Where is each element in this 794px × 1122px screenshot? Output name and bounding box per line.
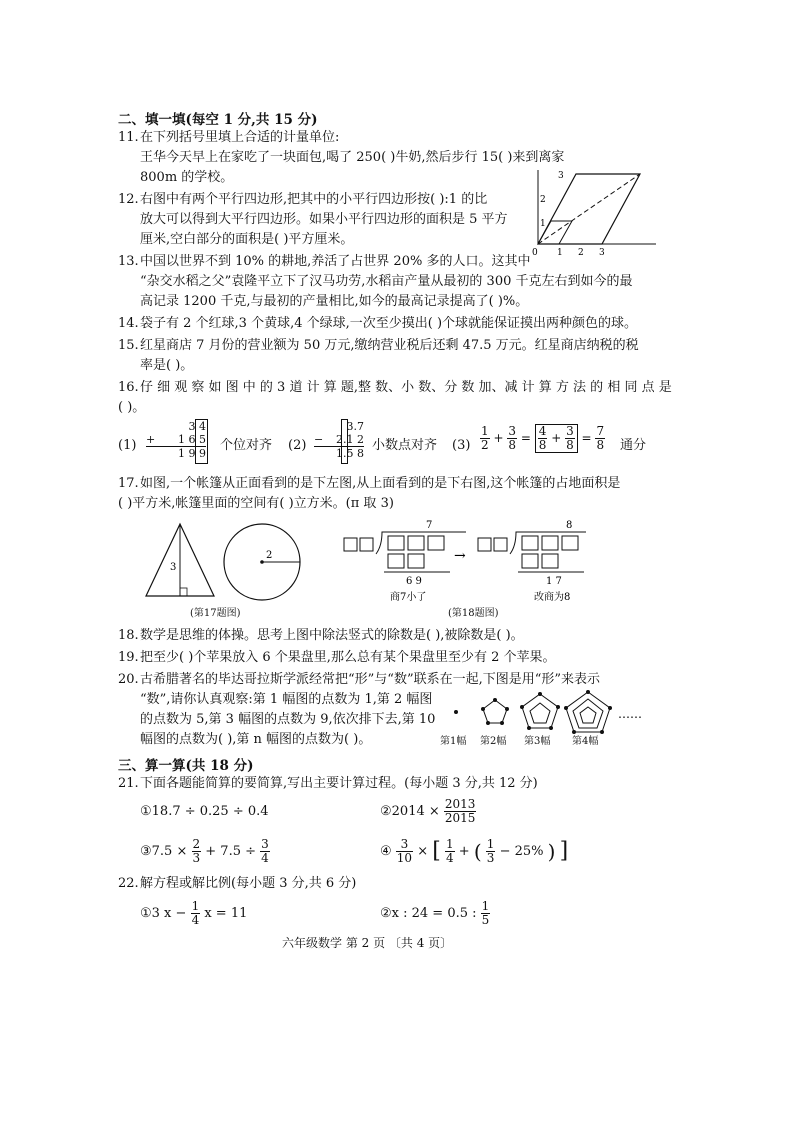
question-number: 21.	[118, 776, 139, 791]
label-fig-3: 第3幅	[524, 736, 551, 747]
bracket: ]	[559, 838, 569, 864]
label-fig-4: 第4幅	[572, 736, 599, 747]
label-y3: 3	[558, 171, 564, 181]
paren: (	[473, 839, 482, 864]
expr-text: ②2014 ×	[380, 804, 440, 819]
question-text: 把至少( )个苹果放入 6 个果盘里,那么总有某个果盘里至少有 2 个苹果。	[140, 650, 556, 665]
question-22	[118, 874, 356, 894]
question-13-line2: “杂交水稻之父”袁隆平立下了汉马功劳,水稻亩产量从最初的 300 千克左右到如今的最	[140, 274, 633, 289]
pentagon-dots-figure	[440, 690, 670, 746]
label-0: 0	[532, 248, 538, 258]
question-number: 19.	[118, 650, 139, 665]
bracket: [	[432, 838, 441, 864]
plus-sign: +	[493, 431, 504, 445]
quotient-2: 8	[566, 520, 573, 531]
addend-bottom: 1 6 5	[178, 433, 206, 446]
quotient-1: 7	[426, 520, 433, 531]
section-3-title: 三、算一算(共 18 分)	[118, 758, 254, 774]
section-2-title: 二、填一填(每空 1 分,共 15 分)	[118, 112, 318, 128]
fraction: $\frac{7}{8}$	[596, 424, 605, 452]
question-16	[118, 378, 672, 398]
remainder-1: 6 9	[406, 576, 422, 587]
parallelogram-figure	[528, 166, 658, 258]
fraction: $\frac{3}{10}$	[396, 837, 413, 865]
question-12-line3: 厘米,空白部分的面积是( )平方厘米。	[140, 232, 354, 247]
expr-text: ③7.5 ×	[140, 844, 188, 859]
expr-text: ×	[417, 844, 429, 859]
question-text: 数学是思维的体操。思考上图中除法竖式的除数是( ),被除数是( )。	[140, 628, 524, 643]
addend-top: 3 4	[188, 420, 206, 433]
question-12	[118, 190, 487, 210]
question-15-line2: 率是( )。	[140, 358, 194, 373]
ellipsis: ……	[618, 707, 642, 721]
question-number: 13.	[118, 254, 139, 269]
question-17	[118, 474, 620, 494]
question-11	[118, 128, 339, 148]
fraction: $\frac{2013}{2015}$	[444, 797, 476, 825]
sum: 1 9 9	[178, 447, 206, 460]
subtrahend: 2.1 2	[336, 433, 364, 446]
question-18	[118, 626, 524, 646]
question-20-line4: 幅图的点数为( ),第 n 幅图的点数为( )。	[140, 732, 372, 747]
question-21	[118, 774, 538, 794]
label-y2: 2	[540, 195, 546, 205]
problem-2-note: 小数点对齐	[372, 438, 438, 453]
question-text: 袋子有 2 个红球,3 个黄球,4 个绿球,一次至少摸出( )个球就能保证摸出两种颜色的球。	[140, 316, 638, 331]
fraction: $\frac{1}{4}$	[446, 837, 454, 865]
fraction: $\frac{3}{8}$	[566, 424, 574, 452]
expr-text: − 25%	[499, 844, 544, 859]
expr-text: ②x : 24 = 0.5 :	[380, 906, 477, 921]
problem-21-b	[380, 798, 476, 825]
plus-sign: +	[551, 431, 562, 445]
question-text: 古希腊著名的毕达哥拉斯学派经常把“形”与“数”联系在一起,下图是用“形”来表示	[140, 672, 601, 687]
expr-text: + 7.5 ÷	[205, 844, 257, 859]
question-13	[118, 252, 530, 272]
problem-3-note: 通分	[620, 438, 647, 453]
ones-column-box	[195, 419, 208, 464]
question-text: 仔 细 观 察 如 图 中 的 3 道 计 算 题,整 数、小 数、分 数 加、减 计 算 方 法 的 相 同 点 是	[140, 380, 672, 395]
question-number: 15.	[118, 338, 139, 353]
question-number: 18.	[118, 628, 139, 643]
question-19	[118, 648, 555, 668]
question-number: 12.	[118, 192, 139, 207]
label-x3: 3	[599, 248, 605, 258]
radius-label: 2	[266, 550, 273, 561]
question-text: 解方程或解比例(每小题 3 分,共 6 分)	[140, 876, 357, 891]
expr-text: ④	[380, 844, 392, 859]
question-13-line3: 高记录 1200 千克,与最初的产量相比,如今的最高记录提高了( )%。	[140, 294, 529, 309]
fraction: $\frac{3}{4}$	[261, 837, 269, 865]
question-number: 17.	[118, 476, 139, 491]
question-17-line2: ( )平方米,帐篷里面的空间有( )立方米。(π 取 3)	[118, 496, 394, 511]
problem-2-label: (2)	[288, 438, 307, 453]
fraction-addition	[480, 424, 605, 453]
problem-21-c	[140, 838, 270, 865]
expr-text: ①3 x −	[140, 906, 187, 921]
common-denominator-box	[535, 424, 578, 453]
problem-3-label: (3)	[452, 438, 471, 453]
problem-22-a	[140, 900, 247, 927]
question-15	[118, 336, 639, 356]
question-20-line2: “数”,请你认真观察:第 1 幅图的点数为 1,第 2 幅图	[140, 692, 433, 707]
problem-1-label: (1)	[118, 438, 137, 453]
label-fig-1: 第1幅	[440, 736, 467, 747]
decimal-point-box	[341, 419, 348, 464]
minus-sign: −	[314, 433, 324, 446]
label-x2: 2	[578, 248, 584, 258]
fraction: $\frac{2}{3}$	[192, 837, 201, 865]
label-x1: 1	[557, 248, 563, 258]
problem-22-b	[380, 900, 490, 927]
triangle-height-label: 3	[170, 562, 177, 573]
note-2: 改商为8	[534, 592, 571, 603]
equals-sign: =	[581, 431, 592, 445]
label-fig-2: 第2幅	[480, 736, 507, 747]
question-text: 右图中有两个平行四边形,把其中的小平行四边形按( ):1 的比	[140, 192, 488, 207]
question-number: 16.	[118, 380, 139, 395]
paren: )	[547, 839, 556, 864]
fraction: $\frac{1}{5}$	[481, 899, 490, 927]
arrow: →	[454, 548, 466, 564]
question-text: 中国以世界不到 10% 的耕地,养活了占世界 20% 多的人口。这其中	[140, 254, 531, 269]
question-14	[118, 314, 637, 334]
question-11-line3: 800m 的学校。	[140, 170, 234, 185]
question-text: 在下列括号里填上合适的计量单位:	[140, 130, 340, 145]
label-y1: 1	[540, 219, 546, 229]
question-number: 20.	[118, 672, 139, 687]
problem-1-note: 个位对齐	[220, 438, 273, 453]
fraction: $\frac{3}{8}$	[508, 424, 516, 452]
tent-figure	[140, 520, 310, 610]
fraction: $\frac{1}{3}$	[486, 837, 495, 865]
fraction: $\frac{1}{4}$	[191, 899, 200, 927]
minuend: 3.7	[346, 420, 364, 433]
question-20	[118, 670, 600, 690]
figure-17-caption: (第17题图)	[190, 608, 241, 619]
question-12-line2: 放大可以得到大平行四边形。如果小平行四边形的面积是 5 平方	[140, 212, 508, 227]
problem-21-a: ①18.7 ÷ 0.25 ÷ 0.4	[140, 804, 269, 819]
equals-sign: =	[520, 431, 531, 445]
difference: 1.5 8	[336, 447, 364, 460]
page-footer: 六年级数学 第 2 页 〔共 4 页〕	[282, 936, 453, 950]
question-text: 如图,一个帐篷从正面看到的是下左图,从上面看到的是下右图,这个帐篷的占地面积是	[140, 476, 621, 491]
expr-text: x = 11	[204, 906, 248, 921]
long-division-figure	[340, 516, 590, 606]
question-number: 14.	[118, 316, 139, 331]
question-20-line3: 的点数为 5,第 3 幅图的点数为 9,依次排下去,第 10	[140, 712, 436, 727]
question-text: 红星商店 7 月份的营业额为 50 万元,缴纳营业税后还剩 47.5 万元。红星商店纳税的税	[140, 338, 639, 353]
remainder-2: 1 7	[546, 576, 562, 587]
fraction: $\frac{1}{2}$	[481, 424, 489, 452]
figure-18-caption: (第18题图)	[448, 608, 499, 619]
vertical-subtraction	[314, 420, 364, 460]
question-number: 11.	[118, 130, 139, 145]
plus-sign: +	[146, 433, 156, 446]
expr-text: +	[458, 844, 470, 859]
question-11-line2: 王华今天早上在家吃了一块面包,喝了 250( )牛奶,然后步行 15( )来到离家	[140, 150, 565, 165]
fraction: $\frac{4}{8}$	[538, 424, 547, 452]
note-1: 商7小了	[390, 592, 427, 603]
question-text: 下面各题能简算的要简算,写出主要计算过程。(每小题 3 分,共 12 分)	[140, 776, 538, 791]
question-16-line2: ( )。	[118, 400, 146, 415]
question-number: 22.	[118, 876, 139, 891]
problem-21-d	[380, 838, 568, 865]
